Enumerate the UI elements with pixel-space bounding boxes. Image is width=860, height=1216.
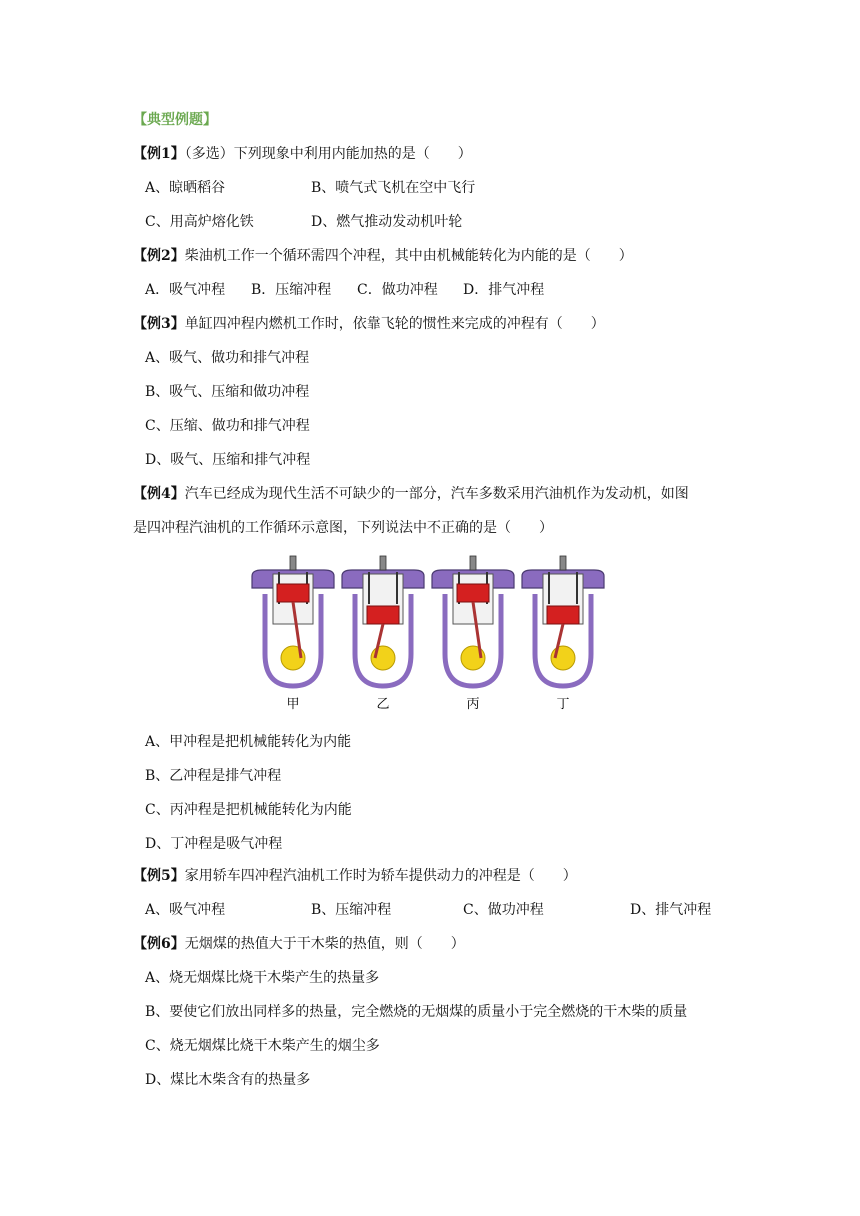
figure-label: 乙 [376, 697, 390, 712]
question-1 [133, 144, 472, 164]
spark-plug [560, 556, 566, 570]
option: C、做功冲程 [463, 902, 544, 918]
question-label: 【例6】 [133, 936, 185, 952]
four-stroke-engine-diagram [248, 554, 618, 714]
question-stem: 柴油机工作一个循环需四个冲程，其中由机械能转化为内能的是（ ） [184, 248, 633, 264]
crank-wheel [371, 646, 395, 670]
crank-wheel [281, 646, 305, 670]
option: B．压缩冲程 [251, 282, 332, 298]
option: A、吸气、做功和排气冲程 [145, 350, 310, 366]
crank-wheel [551, 646, 575, 670]
figure-label: 甲 [286, 697, 300, 712]
option: A、吸气冲程 [145, 902, 226, 918]
question-5 [133, 866, 577, 886]
option: D．排气冲程 [463, 282, 545, 298]
figure-label: 丁 [556, 697, 570, 712]
piston [547, 606, 579, 624]
option: D、燃气推动发动机叶轮 [311, 214, 463, 230]
question-stem: 无烟煤的热值大于干木柴的热值，则（ ） [184, 936, 465, 952]
question-stem: 家用轿车四冲程汽油机工作时为轿车提供动力的冲程是（ ） [184, 868, 577, 884]
question-stem: 单缸四冲程内燃机工作时，依靠飞轮的惯性来完成的冲程有（ ） [184, 316, 605, 332]
question-label: 【例4】 [133, 486, 185, 502]
question-label: 【例2】 [133, 248, 185, 264]
option: B、喷气式飞机在空中飞行 [311, 180, 476, 196]
option: C、压缩、做功和排气冲程 [145, 418, 310, 434]
option: A、烧无烟煤比烧干木柴产生的热量多 [145, 970, 380, 986]
option: C、用高炉熔化铁 [145, 214, 254, 230]
option: C．做功冲程 [357, 282, 438, 298]
piston [367, 606, 399, 624]
option: C、烧无烟煤比烧干木柴产生的烟尘多 [145, 1038, 380, 1054]
piston [277, 584, 309, 602]
option: D、煤比木柴含有的热量多 [145, 1072, 311, 1088]
spark-plug [380, 556, 386, 570]
question-label: 【例5】 [133, 868, 185, 884]
option: D、吸气、压缩和排气冲程 [145, 452, 311, 468]
question-stem: 汽车已经成为现代生活不可缺少的一部分，汽车多数采用汽油机作为发动机，如图 [184, 486, 689, 502]
option: B、要使它们放出同样多的热量，完全燃烧的无烟煤的质量小于完全燃烧的干木柴的质量 [145, 1004, 688, 1020]
section-title: 【典型例题】 [133, 112, 217, 128]
option: D、排气冲程 [630, 902, 712, 918]
piston [457, 584, 489, 602]
question-6 [133, 934, 465, 954]
option: A、晾晒稻谷 [145, 180, 226, 196]
figure-label: 丙 [466, 697, 480, 712]
question-stem: （多选）下列现象中利用内能加热的是（ ） [184, 146, 472, 162]
spark-plug [470, 556, 476, 570]
crank-wheel [461, 646, 485, 670]
question-label: 【例1】 [133, 146, 185, 162]
question-2 [133, 246, 633, 266]
option: A、甲冲程是把机械能转化为内能 [145, 734, 352, 750]
question-label: 【例3】 [133, 316, 185, 332]
spark-plug [290, 556, 296, 570]
option: B、压缩冲程 [311, 902, 392, 918]
question-4 [133, 484, 689, 504]
option: A．吸气冲程 [145, 282, 226, 298]
question-3 [133, 314, 605, 334]
option: C、丙冲程是把机械能转化为内能 [145, 802, 352, 818]
option: D、丁冲程是吸气冲程 [145, 836, 283, 852]
option: B、吸气、压缩和做功冲程 [145, 384, 310, 400]
question-stem-continued: 是四冲程汽油机的工作循环示意图，下列说法中不正确的是（ ） [133, 520, 553, 536]
option: B、乙冲程是排气冲程 [145, 768, 282, 784]
